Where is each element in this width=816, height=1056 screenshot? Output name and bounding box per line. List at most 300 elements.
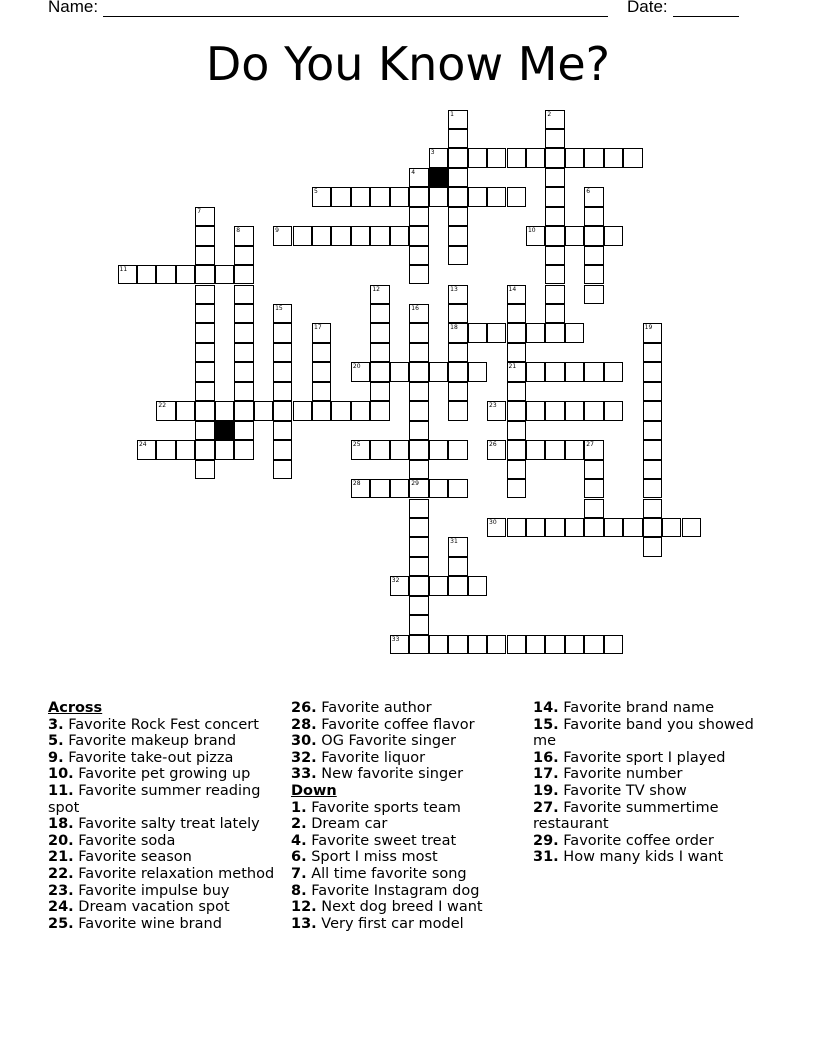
clue-item <box>291 750 526 767</box>
grid-cell[interactable] <box>526 323 545 342</box>
grid-cell[interactable] <box>312 323 331 342</box>
grid-cell[interactable] <box>448 635 467 654</box>
grid-cell[interactable] <box>507 421 526 440</box>
grid-cell[interactable] <box>370 343 389 362</box>
grid-cell[interactable] <box>137 265 156 284</box>
grid-cell[interactable] <box>370 323 389 342</box>
grid-cell[interactable] <box>370 440 389 459</box>
grid-cell[interactable] <box>409 557 428 576</box>
clue-item <box>533 849 773 866</box>
grid-cell[interactable] <box>545 401 564 420</box>
grid-cell[interactable] <box>584 187 603 206</box>
grid-cell[interactable] <box>507 382 526 401</box>
grid-cell[interactable] <box>176 265 195 284</box>
grid-cell[interactable] <box>643 460 662 479</box>
clue-number: 5 <box>314 188 318 196</box>
grid-cell[interactable] <box>234 323 253 342</box>
grid-cell[interactable] <box>273 401 292 420</box>
grid-cell[interactable] <box>195 265 214 284</box>
grid-cell[interactable] <box>118 265 137 284</box>
clue-number: 2 <box>547 110 552 118</box>
grid-cell[interactable] <box>468 323 487 342</box>
grid-cell[interactable] <box>234 304 253 323</box>
grid-cell[interactable] <box>623 518 642 537</box>
clue-item-text: Favorite makeup brand <box>63 733 237 750</box>
grid-cell[interactable] <box>448 401 467 420</box>
clue-item <box>48 833 278 850</box>
grid-cell[interactable] <box>331 401 350 420</box>
clue-number: 24 <box>138 441 147 449</box>
down-clue-list-continued <box>533 700 773 866</box>
grid-cell[interactable] <box>195 226 214 245</box>
grid-cell[interactable] <box>176 440 195 459</box>
grid-cell[interactable] <box>487 518 506 537</box>
grid-cell[interactable] <box>195 343 214 362</box>
grid-cell[interactable] <box>662 518 681 537</box>
clue-item-text: New favorite singer <box>316 766 464 783</box>
grid-cell[interactable] <box>526 401 545 420</box>
grid-cell[interactable] <box>312 226 331 245</box>
grid-cell[interactable] <box>507 304 526 323</box>
grid-cell[interactable] <box>643 537 662 556</box>
grid-cell[interactable] <box>643 440 662 459</box>
grid-cell[interactable] <box>409 635 428 654</box>
grid-cell[interactable] <box>409 615 428 634</box>
grid-cell[interactable] <box>448 246 467 265</box>
clue-item-text: Favorite number <box>558 766 683 783</box>
grid-cell[interactable] <box>448 343 467 362</box>
grid-cell[interactable] <box>545 246 564 265</box>
grid-cell[interactable] <box>429 362 448 381</box>
grid-cell[interactable] <box>156 401 175 420</box>
grid-cell[interactable] <box>545 518 564 537</box>
grid-cell[interactable] <box>604 401 623 420</box>
grid-cell[interactable] <box>584 401 603 420</box>
grid-cell[interactable] <box>448 207 467 226</box>
grid-cell[interactable] <box>409 421 428 440</box>
grid-cell[interactable] <box>409 576 428 595</box>
grid-cell[interactable] <box>176 401 195 420</box>
grid-cell[interactable] <box>234 362 253 381</box>
date-label: Date: <box>627 0 668 16</box>
grid-cell[interactable] <box>390 635 409 654</box>
clue-item-number: 14. <box>533 700 559 716</box>
clue-item-number: 3. <box>48 716 64 733</box>
grid-cell[interactable] <box>234 421 253 440</box>
grid-cell[interactable] <box>429 479 448 498</box>
grid-cell[interactable] <box>507 440 526 459</box>
grid-cell[interactable] <box>195 246 214 265</box>
grid-cell[interactable] <box>195 401 214 420</box>
grid-cell[interactable] <box>448 537 467 556</box>
grid-cell[interactable] <box>409 226 428 245</box>
grid-cell[interactable] <box>448 479 467 498</box>
grid-cell[interactable] <box>137 440 156 459</box>
grid-cell[interactable] <box>370 382 389 401</box>
grid-cell[interactable] <box>370 401 389 420</box>
grid-cell[interactable] <box>409 246 428 265</box>
grid-cell[interactable] <box>195 362 214 381</box>
grid-cell[interactable] <box>195 207 214 226</box>
grid-cell[interactable] <box>390 362 409 381</box>
clue-item-text: Favorite soda <box>73 832 176 849</box>
clue-item-text: Favorite pet growing up <box>73 766 251 783</box>
grid-cell[interactable] <box>429 440 448 459</box>
grid-cell[interactable] <box>448 285 467 304</box>
grid-cell[interactable] <box>526 635 545 654</box>
clue-item <box>48 899 278 916</box>
grid-cell[interactable] <box>584 207 603 226</box>
grid-cell[interactable] <box>195 323 214 342</box>
clue-number: 26 <box>489 441 497 449</box>
clue-number: 30 <box>489 518 497 526</box>
grid-cell[interactable] <box>273 440 292 459</box>
grid-cell[interactable] <box>584 226 603 245</box>
clue-item <box>48 717 278 734</box>
grid-cell[interactable] <box>234 226 253 245</box>
grid-cell[interactable] <box>409 323 428 342</box>
grid-cell[interactable] <box>545 265 564 284</box>
clue-item <box>533 766 773 783</box>
grid-cell[interactable] <box>468 362 487 381</box>
grid-cell[interactable] <box>370 362 389 381</box>
clue-item-text: Favorite impulse buy <box>73 882 230 899</box>
grid-cell[interactable] <box>234 265 253 284</box>
clue-number: 14 <box>508 285 517 293</box>
clue-item <box>48 883 278 900</box>
grid-cell[interactable] <box>468 187 487 206</box>
clue-number: 4 <box>411 168 416 176</box>
grid-cell[interactable] <box>448 576 467 595</box>
grid-cell[interactable] <box>507 343 526 362</box>
grid-cell[interactable] <box>507 401 526 420</box>
grid-cell[interactable] <box>545 129 564 148</box>
grid-cell[interactable] <box>565 226 584 245</box>
grid-cell[interactable] <box>331 187 350 206</box>
grid-cell[interactable] <box>448 382 467 401</box>
grid-cell[interactable] <box>584 285 603 304</box>
grid-cell[interactable] <box>312 187 331 206</box>
grid-cell[interactable] <box>409 440 428 459</box>
name-label: Name: <box>48 0 99 16</box>
grid-cell[interactable] <box>565 362 584 381</box>
grid-cell[interactable] <box>507 148 526 167</box>
clue-number: 16 <box>411 305 419 312</box>
grid-cell[interactable] <box>643 518 662 537</box>
grid-cell[interactable] <box>565 148 584 167</box>
grid-cell[interactable] <box>448 110 467 129</box>
grid-cell[interactable] <box>409 304 428 323</box>
grid-cell[interactable] <box>215 401 234 420</box>
grid-cell[interactable] <box>526 440 545 459</box>
grid-cell[interactable] <box>545 148 564 167</box>
grid-cell[interactable] <box>390 576 409 595</box>
clue-item-number: 18. <box>48 816 74 833</box>
grid-cell[interactable] <box>312 382 331 401</box>
grid-cell[interactable] <box>487 635 506 654</box>
grid-cell[interactable] <box>604 226 623 245</box>
grid-cell[interactable] <box>273 460 292 479</box>
grid-cell[interactable] <box>195 460 214 479</box>
grid-cell[interactable] <box>409 382 428 401</box>
grid-cell[interactable] <box>584 635 603 654</box>
grid-cell[interactable] <box>468 148 487 167</box>
grid-cell[interactable] <box>584 479 603 498</box>
clue-item <box>533 717 773 750</box>
grid-cell[interactable] <box>234 382 253 401</box>
grid-cell[interactable] <box>545 304 564 323</box>
clue-number: 25 <box>352 441 361 449</box>
clue-item-number: 10. <box>48 766 74 783</box>
grid-cell[interactable] <box>234 440 253 459</box>
clue-number: 11 <box>119 266 128 274</box>
grid-cell[interactable] <box>584 499 603 518</box>
grid-cell[interactable] <box>254 401 273 420</box>
grid-cell[interactable] <box>604 635 623 654</box>
clue-item <box>533 800 773 833</box>
grid-cell[interactable] <box>195 440 214 459</box>
grid-cell[interactable] <box>448 168 467 187</box>
clue-item-number: 31. <box>533 849 559 866</box>
grid-cell[interactable] <box>584 460 603 479</box>
grid-cell[interactable] <box>487 440 506 459</box>
grid-cell[interactable] <box>643 479 662 498</box>
clue-item <box>291 883 526 900</box>
grid-cell[interactable] <box>195 285 214 304</box>
grid-cell[interactable] <box>409 265 428 284</box>
grid-cell[interactable] <box>507 323 526 342</box>
grid-cell[interactable] <box>643 499 662 518</box>
grid-cell[interactable] <box>156 440 175 459</box>
grid-cell[interactable] <box>584 440 603 459</box>
grid-cell[interactable] <box>273 382 292 401</box>
grid-cell[interactable] <box>195 421 214 440</box>
clue-item-number: 8. <box>291 882 307 899</box>
grid-cell[interactable] <box>409 518 428 537</box>
grid-cell[interactable] <box>545 110 564 129</box>
grid-cell[interactable] <box>215 265 234 284</box>
grid-cell[interactable] <box>643 343 662 362</box>
grid-cell[interactable] <box>234 401 253 420</box>
grid-cell[interactable] <box>390 440 409 459</box>
grid-cell[interactable] <box>312 362 331 381</box>
grid-cell[interactable] <box>351 187 370 206</box>
grid-cell[interactable] <box>565 635 584 654</box>
grid-cell[interactable] <box>409 362 428 381</box>
grid-cell[interactable] <box>370 479 389 498</box>
grid-cell[interactable] <box>351 401 370 420</box>
grid-cell[interactable] <box>215 440 234 459</box>
grid-cell[interactable] <box>370 304 389 323</box>
grid-cell[interactable] <box>448 557 467 576</box>
clue-item-text: Sport I miss most <box>306 849 438 866</box>
grid-cell[interactable] <box>409 168 428 187</box>
grid-cell[interactable] <box>507 518 526 537</box>
grid-cell[interactable] <box>195 304 214 323</box>
grid-cell[interactable] <box>195 382 214 401</box>
down-clue-list <box>291 800 526 933</box>
clue-item <box>291 717 526 734</box>
grid-cell[interactable] <box>565 518 584 537</box>
grid-cell[interactable] <box>565 323 584 342</box>
grid-cell[interactable] <box>273 362 292 381</box>
grid-cell[interactable] <box>584 246 603 265</box>
clue-number: 22 <box>158 402 167 410</box>
grid-cell[interactable] <box>584 265 603 284</box>
grid-cell[interactable] <box>234 285 253 304</box>
clue-item <box>48 849 278 866</box>
grid-cell[interactable] <box>487 187 506 206</box>
grid-cell[interactable] <box>370 226 389 245</box>
grid-cell[interactable] <box>507 187 526 206</box>
clue-number: 27 <box>586 441 594 449</box>
grid-cell[interactable] <box>584 362 603 381</box>
grid-cell[interactable] <box>487 323 506 342</box>
grid-cell[interactable] <box>331 226 350 245</box>
grid-cell[interactable] <box>507 635 526 654</box>
grid-cell[interactable] <box>409 460 428 479</box>
grid-cell[interactable] <box>448 323 467 342</box>
grid-cell[interactable] <box>682 518 701 537</box>
clue-item-number: 17. <box>533 766 559 783</box>
grid-cell[interactable] <box>487 148 506 167</box>
grid-cell[interactable] <box>643 362 662 381</box>
grid-cell[interactable] <box>448 148 467 167</box>
grid-cell[interactable] <box>351 440 370 459</box>
grid-cell[interactable] <box>409 537 428 556</box>
down-heading: Down <box>291 782 337 799</box>
clue-item-text: Favorite brand name <box>558 700 715 716</box>
clue-number: 31 <box>450 538 458 546</box>
grid-cell[interactable] <box>507 479 526 498</box>
grid-cell[interactable] <box>390 479 409 498</box>
grid-cell[interactable] <box>448 304 467 323</box>
grid-cell[interactable] <box>448 362 467 381</box>
grid-cell[interactable] <box>545 362 564 381</box>
clue-item <box>291 833 526 850</box>
grid-cell[interactable] <box>545 207 564 226</box>
grid-cell[interactable] <box>643 323 662 342</box>
grid-cell[interactable] <box>273 304 292 323</box>
grid-cell[interactable] <box>429 635 448 654</box>
grid-cell[interactable] <box>604 148 623 167</box>
clue-item <box>48 916 278 933</box>
grid-cell[interactable] <box>234 246 253 265</box>
grid-cell[interactable] <box>584 148 603 167</box>
clue-item-text: Very first car model <box>316 915 464 932</box>
grid-cell[interactable] <box>390 226 409 245</box>
grid-cell[interactable] <box>565 401 584 420</box>
clue-column-2 <box>291 700 526 932</box>
grid-cell[interactable] <box>409 479 428 498</box>
grid-cell[interactable] <box>545 285 564 304</box>
grid-cell[interactable] <box>526 362 545 381</box>
clue-number: 19 <box>644 324 653 332</box>
grid-cell[interactable] <box>409 596 428 615</box>
clue-item-number: 27. <box>533 799 559 816</box>
clue-item-text: Dream vacation spot <box>73 899 230 916</box>
grid-cell[interactable] <box>448 440 467 459</box>
grid-cell[interactable] <box>370 285 389 304</box>
grid-cell[interactable] <box>409 401 428 420</box>
clue-item-text: OG Favorite singer <box>316 733 456 750</box>
grid-cell[interactable] <box>409 499 428 518</box>
grid-cell[interactable] <box>643 401 662 420</box>
grid-cell[interactable] <box>487 401 506 420</box>
grid-cell[interactable] <box>409 343 428 362</box>
grid-cell[interactable] <box>507 460 526 479</box>
grid-cell[interactable] <box>545 635 564 654</box>
clue-item-number: 12. <box>291 899 317 916</box>
grid-cell[interactable] <box>468 635 487 654</box>
grid-cell[interactable] <box>507 285 526 304</box>
grid-cell[interactable] <box>409 187 428 206</box>
clue-item-text: Favorite sports team <box>306 799 461 816</box>
grid-cell[interactable] <box>545 187 564 206</box>
grid-cell[interactable] <box>526 148 545 167</box>
clue-number: 33 <box>391 635 400 643</box>
grid-cell[interactable] <box>351 362 370 381</box>
grid-cell[interactable] <box>526 518 545 537</box>
clue-item-number: 32. <box>291 749 317 766</box>
grid-cell[interactable] <box>526 226 545 245</box>
grid-cell[interactable] <box>448 129 467 148</box>
grid-cell[interactable] <box>429 187 448 206</box>
grid-cell[interactable] <box>643 382 662 401</box>
grid-cell[interactable] <box>351 479 370 498</box>
clue-item <box>48 766 278 783</box>
grid-cell[interactable] <box>273 323 292 342</box>
grid-cell[interactable] <box>584 518 603 537</box>
grid-cell[interactable] <box>565 440 584 459</box>
clue-number: 9 <box>275 227 279 235</box>
grid-cell[interactable] <box>545 440 564 459</box>
grid-cell[interactable] <box>643 421 662 440</box>
grid-cell[interactable] <box>409 207 428 226</box>
grid-cell[interactable] <box>545 168 564 187</box>
grid-cell[interactable] <box>293 226 312 245</box>
grid-cell[interactable] <box>604 362 623 381</box>
grid-cell[interactable] <box>623 148 642 167</box>
grid-cell[interactable] <box>312 343 331 362</box>
grid-cell[interactable] <box>351 226 370 245</box>
grid-cell[interactable] <box>604 518 623 537</box>
grid-cell[interactable] <box>156 265 175 284</box>
grid-cell[interactable] <box>390 187 409 206</box>
grid-cell[interactable] <box>448 226 467 245</box>
grid-cell[interactable] <box>273 343 292 362</box>
grid-cell[interactable] <box>293 401 312 420</box>
grid-cell[interactable] <box>312 401 331 420</box>
grid-cell[interactable] <box>545 226 564 245</box>
grid-cell[interactable] <box>273 226 292 245</box>
grid-cell[interactable] <box>507 362 526 381</box>
grid-cell[interactable] <box>468 576 487 595</box>
clue-item <box>291 849 526 866</box>
grid-cell[interactable] <box>545 323 564 342</box>
grid-cell[interactable] <box>370 187 389 206</box>
clue-item-number: 16. <box>533 749 559 766</box>
grid-cell[interactable] <box>448 187 467 206</box>
clue-number: 28 <box>352 480 361 488</box>
clue-item <box>291 733 526 750</box>
across-clue-list-continued <box>291 700 526 783</box>
grid-cell[interactable] <box>429 576 448 595</box>
grid-cell[interactable] <box>273 421 292 440</box>
grid-cell[interactable] <box>429 148 448 167</box>
grid-cell[interactable] <box>234 343 253 362</box>
clue-item <box>533 700 773 717</box>
